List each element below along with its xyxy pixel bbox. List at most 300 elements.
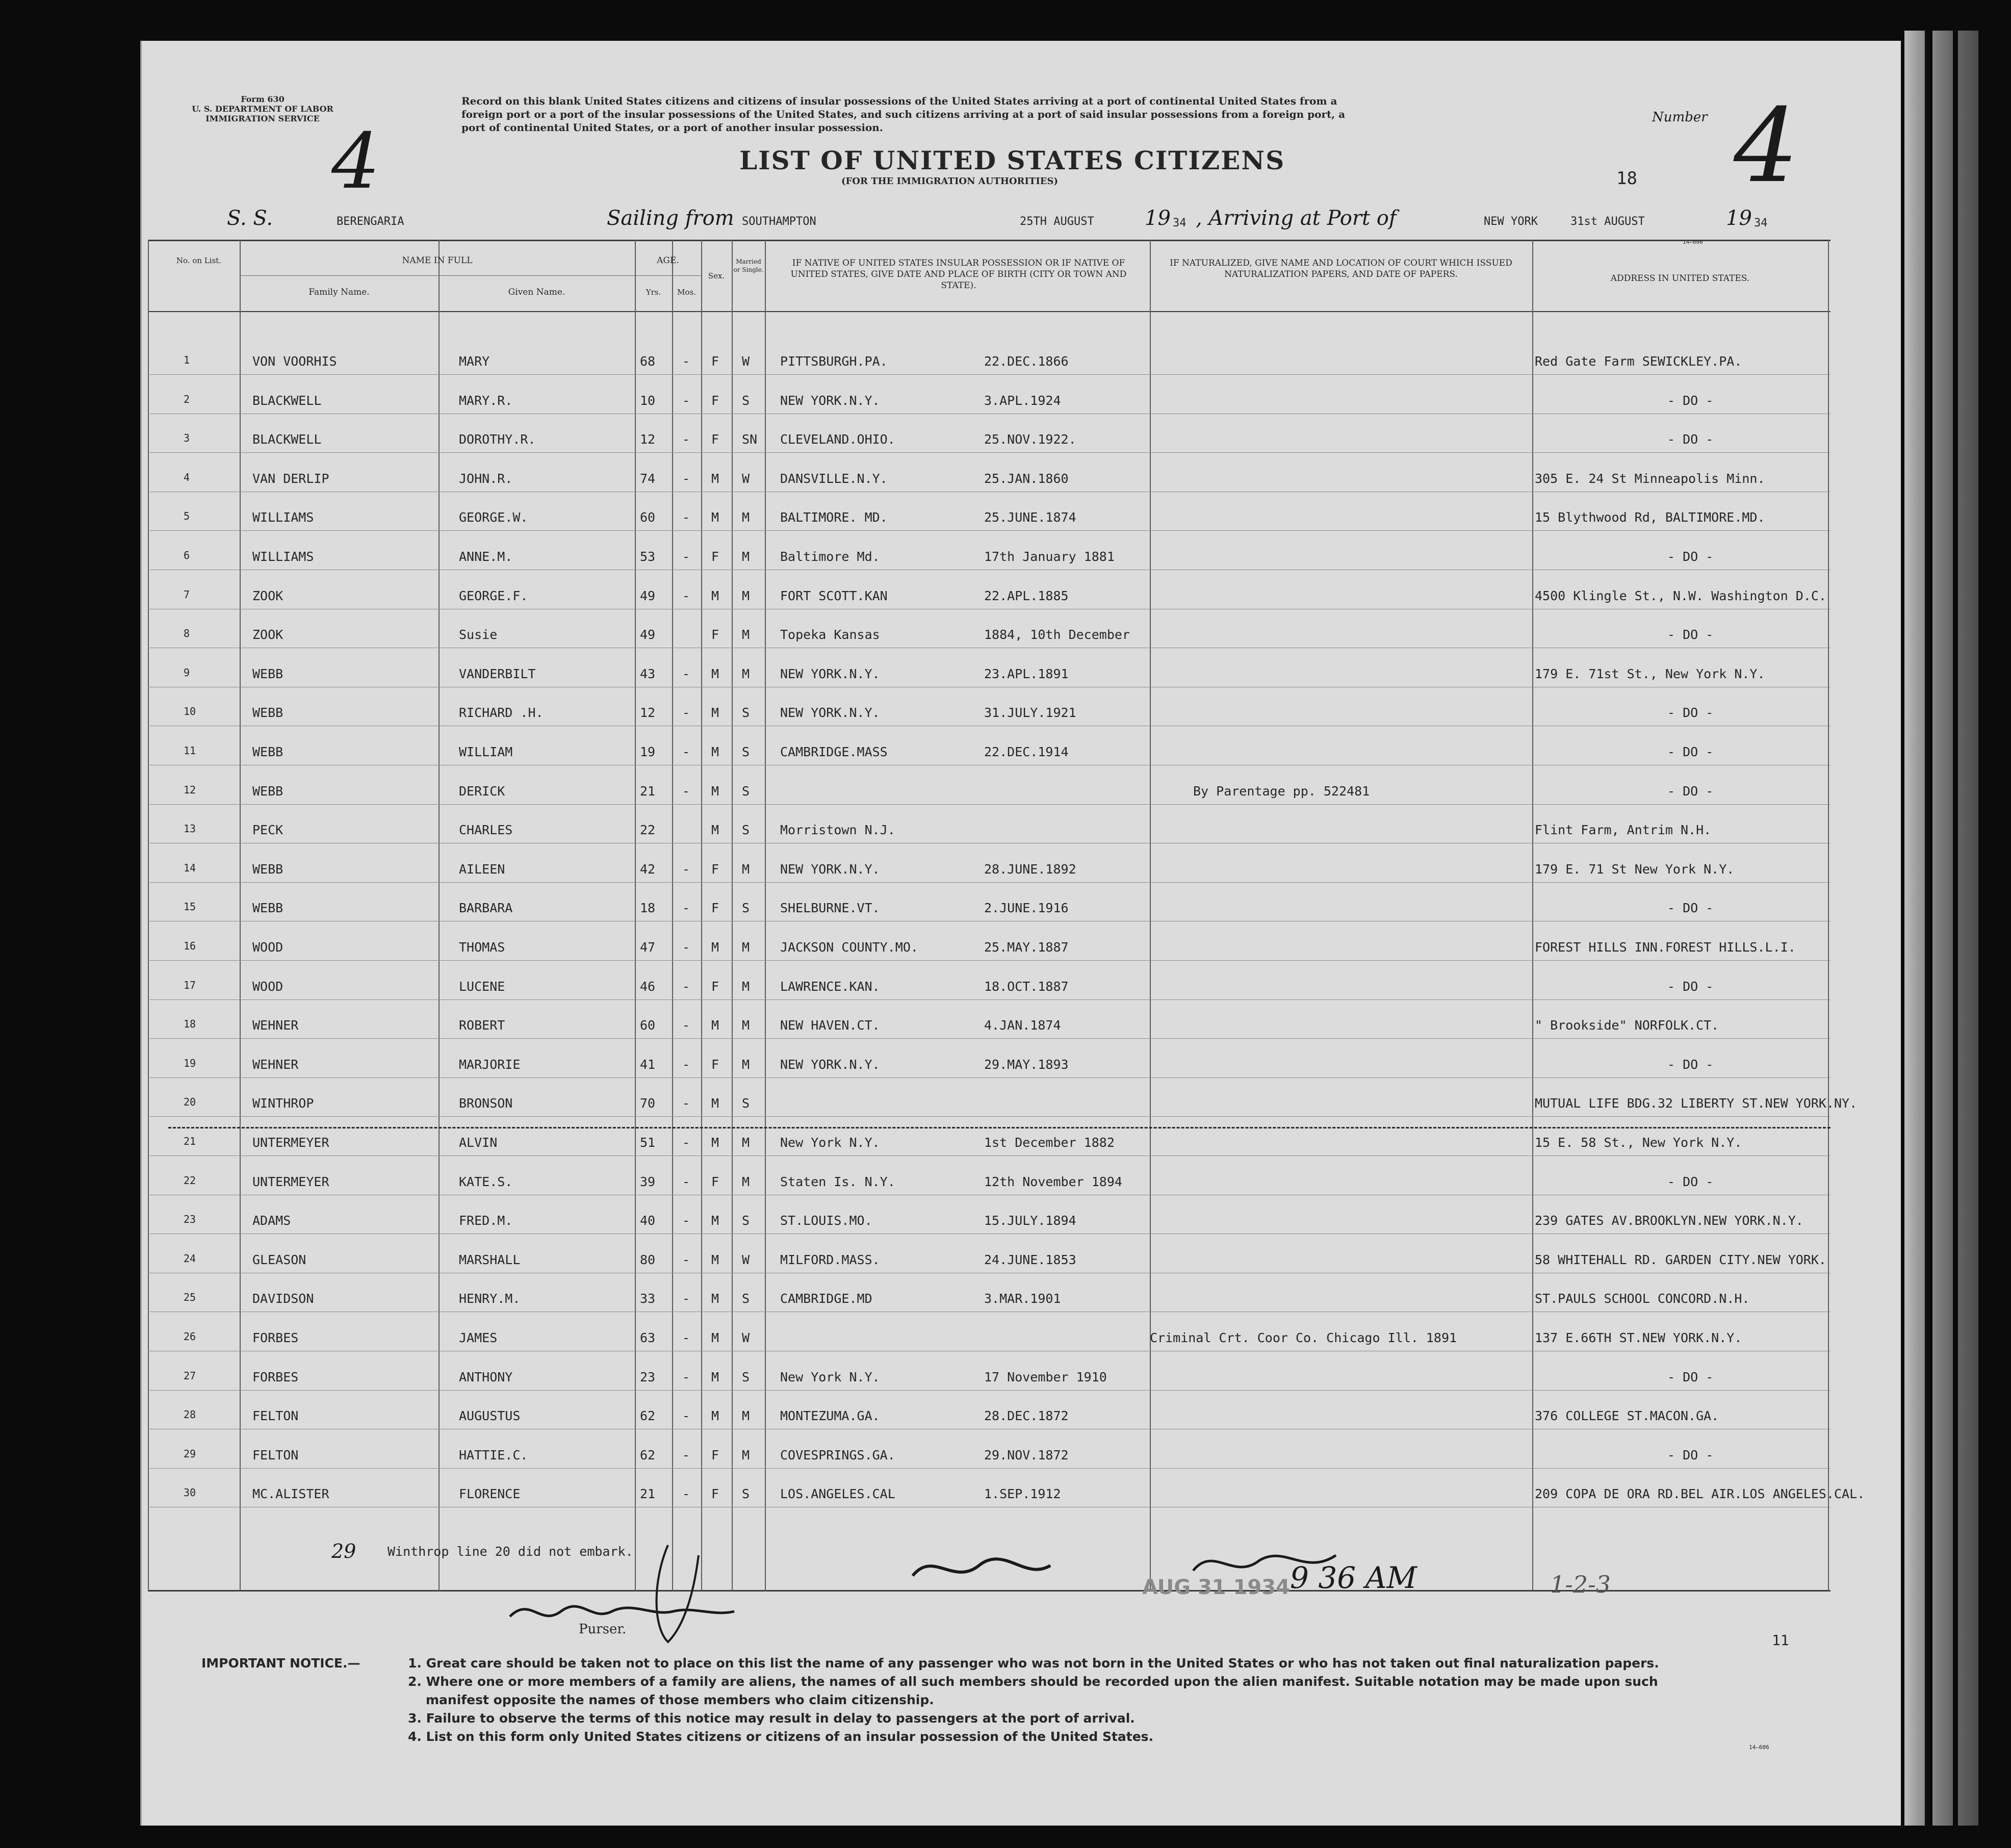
given-name: MARSHALL bbox=[459, 1252, 521, 1267]
table-row bbox=[0, 766, 2011, 805]
sex: F bbox=[711, 549, 719, 564]
row-number: 6 bbox=[184, 549, 190, 561]
row-rule bbox=[148, 1116, 1830, 1117]
row-number: 15 bbox=[184, 901, 196, 913]
birth-date: 25.NOV.1922. bbox=[984, 432, 1076, 447]
table-row bbox=[0, 532, 2011, 571]
age-years: 42 bbox=[640, 861, 656, 877]
given-name: MARY.R. bbox=[459, 393, 513, 408]
row-number: 20 bbox=[184, 1096, 196, 1109]
age-months: - bbox=[682, 1096, 690, 1111]
marital-status: S bbox=[742, 1291, 750, 1306]
age-years: 33 bbox=[640, 1291, 656, 1306]
notice-item-1: 1. Great care should be taken not to place on this list the name of any passenger who was not born in the United States or who has not taken out final naturalization papers. bbox=[408, 1656, 1659, 1671]
address: 15 E. 58 St., New York N.Y. bbox=[1535, 1135, 1742, 1150]
age-months: - bbox=[682, 1330, 690, 1345]
time-note: 9 36 AM bbox=[1290, 1560, 1417, 1595]
sailing-label: Sailing from bbox=[607, 207, 734, 230]
address: - DO - bbox=[1667, 745, 1714, 759]
marital-status: M bbox=[742, 861, 750, 877]
age-months: - bbox=[682, 1213, 690, 1228]
marital-status: S bbox=[742, 901, 750, 916]
family-name: WINTHROP bbox=[252, 1096, 314, 1111]
age-years: 10 bbox=[640, 393, 656, 408]
naturalization: By Parentage pp. 522481 bbox=[1193, 783, 1370, 799]
address: 15 Blythwood Rd, BALTIMORE.MD. bbox=[1535, 510, 1765, 525]
sex: F bbox=[711, 627, 719, 643]
family-name: MC.ALISTER bbox=[252, 1486, 329, 1502]
sex: F bbox=[711, 901, 719, 916]
row-number: 9 bbox=[184, 666, 190, 679]
family-name: WEBB bbox=[252, 666, 283, 681]
address: 376 COLLEGE ST.MACON.GA. bbox=[1535, 1408, 1719, 1424]
header-family-name: Family Name. bbox=[308, 287, 370, 297]
birth-place: SHELBURNE.VT. bbox=[780, 901, 880, 916]
header-naturalized: IF NATURALIZED, GIVE NAME AND LOCATION OF COURT WHICH ISSUED NATURALIZATION PAPERS, AND DATE OF PAPERS. bbox=[1170, 258, 1512, 279]
marital-status: S bbox=[742, 705, 750, 721]
purser-signature bbox=[500, 1535, 785, 1647]
birth-date: 18.OCT.1887 bbox=[984, 979, 1069, 994]
family-name: FELTON bbox=[252, 1408, 299, 1424]
marital-status: W bbox=[742, 354, 750, 369]
number-label: Number bbox=[1652, 110, 1708, 125]
form-number: Form 630 bbox=[241, 94, 285, 104]
birth-date: 22.DEC.1914 bbox=[984, 745, 1069, 759]
marital-status: M bbox=[742, 1447, 750, 1462]
given-name: HENRY.M. bbox=[459, 1291, 521, 1306]
birth-place: MILFORD.MASS. bbox=[780, 1252, 880, 1267]
row-rule bbox=[148, 1468, 1830, 1469]
given-name: AILEEN bbox=[459, 861, 505, 877]
table-row bbox=[0, 337, 2011, 375]
birth-date: 25.JUNE.1874 bbox=[984, 510, 1076, 525]
printer-code: 14—606 bbox=[1683, 239, 1703, 245]
given-name: DOROTHY.R. bbox=[459, 432, 536, 447]
intro-text: Record on this blank United States citizens and citizens of insular possessions of the United States arriving at a port of continental United States from a foreign port or a port of the insular possessions of the United States, and such citizens arriving at a port of said insular possessions from a foreign port, a port of continental United States, or a port of another insular possession. bbox=[461, 95, 1346, 134]
family-name: WEBB bbox=[252, 901, 283, 916]
sex: M bbox=[711, 940, 719, 955]
row-number: 28 bbox=[184, 1408, 196, 1421]
row-number: 10 bbox=[184, 705, 196, 718]
table-row bbox=[0, 415, 2011, 453]
marital-status: M bbox=[742, 549, 750, 564]
table-row bbox=[0, 1000, 2011, 1039]
age-years: 60 bbox=[640, 1018, 656, 1033]
age-months: - bbox=[682, 1408, 690, 1424]
age-years: 21 bbox=[640, 783, 656, 799]
family-name: FORBES bbox=[252, 1330, 299, 1345]
age-years: 21 bbox=[640, 1486, 656, 1502]
given-name: GEORGE.W. bbox=[459, 510, 528, 525]
ship-name: BERENGARIA bbox=[337, 215, 404, 228]
marital-status: S bbox=[742, 1486, 750, 1502]
age-years: 49 bbox=[640, 588, 656, 603]
age-years: 12 bbox=[640, 705, 656, 721]
row-number: 13 bbox=[184, 823, 196, 835]
form-subtitle: (FOR THE IMMIGRATION AUTHORITIES) bbox=[841, 176, 1058, 187]
binder-hole bbox=[41, 1505, 63, 1530]
arrival-year-prefix: 19 bbox=[1726, 207, 1752, 230]
birth-date: 29.NOV.1872 bbox=[984, 1447, 1069, 1462]
address: - DO - bbox=[1667, 549, 1714, 564]
birth-date: 3.APL.1924 bbox=[984, 393, 1061, 408]
sex: F bbox=[711, 1174, 719, 1189]
given-name: ANNE.M. bbox=[459, 549, 513, 564]
age-years: 63 bbox=[640, 1330, 656, 1345]
age-months: - bbox=[682, 1174, 690, 1189]
given-name: MARY bbox=[459, 354, 490, 369]
family-name: ZOOK bbox=[252, 627, 283, 643]
birth-place: Morristown N.J. bbox=[780, 823, 895, 838]
table-row bbox=[0, 454, 2011, 493]
age-years: 51 bbox=[640, 1135, 656, 1150]
birth-date: 22.APL.1885 bbox=[984, 588, 1069, 603]
strike-line-row-20 bbox=[168, 1127, 1830, 1128]
given-name: WILLIAM bbox=[459, 745, 513, 759]
sex: M bbox=[711, 1213, 719, 1228]
table-row bbox=[0, 727, 2011, 766]
form-id-block bbox=[186, 94, 339, 123]
sailing-port: SOUTHAMPTON bbox=[742, 215, 816, 228]
arriving-label: , Arriving at Port of bbox=[1196, 207, 1397, 230]
family-name: ADAMS bbox=[252, 1213, 291, 1228]
notice-item-3: 3. Failure to observe the terms of this notice may result in delay to passengers at the port of arrival. bbox=[408, 1711, 1135, 1726]
given-name: VANDERBILT bbox=[459, 666, 536, 681]
birth-place: NEW YORK.N.Y. bbox=[780, 1057, 880, 1072]
address: 58 WHITEHALL RD. GARDEN CITY.NEW YORK. bbox=[1535, 1252, 1826, 1267]
purser-label: Purser. bbox=[579, 1622, 627, 1637]
age-years: 18 bbox=[640, 901, 656, 916]
family-name: ZOOK bbox=[252, 588, 283, 603]
age-months: - bbox=[682, 432, 690, 447]
age-years: 53 bbox=[640, 549, 656, 564]
page-mark: 11 bbox=[1772, 1632, 1789, 1649]
marital-status: M bbox=[742, 1174, 750, 1189]
given-name: HATTIE.C. bbox=[459, 1447, 528, 1462]
birth-place: MONTEZUMA.GA. bbox=[780, 1408, 880, 1424]
table-row bbox=[0, 1079, 2011, 1117]
birth-date: 17 November 1910 bbox=[984, 1369, 1107, 1384]
family-name: WILLIAMS bbox=[252, 510, 314, 525]
given-name: CHARLES bbox=[459, 823, 513, 838]
sex: M bbox=[711, 1252, 719, 1267]
table-header-rule bbox=[148, 311, 1830, 312]
sex: F bbox=[711, 1447, 719, 1462]
birth-date: 15.JULY.1894 bbox=[984, 1213, 1076, 1228]
marital-status: M bbox=[742, 627, 750, 643]
address: 209 COPA DE ORA RD.BEL AIR.LOS ANGELES.CAL. bbox=[1535, 1486, 1865, 1502]
marital-status: M bbox=[742, 1018, 750, 1033]
row-number: 16 bbox=[184, 940, 196, 952]
list-number-hand: 4 bbox=[1734, 87, 1799, 206]
sailing-date: 25TH AUGUST bbox=[1020, 215, 1094, 228]
marital-status: W bbox=[742, 1252, 750, 1267]
family-name: WEHNER bbox=[252, 1057, 299, 1072]
marital-status: SN bbox=[742, 432, 758, 447]
row-number: 17 bbox=[184, 979, 196, 991]
marital-status: M bbox=[742, 666, 750, 681]
family-name: FORBES bbox=[252, 1369, 299, 1384]
family-name: GLEASON bbox=[252, 1252, 306, 1267]
header-sex: Sex. bbox=[708, 271, 725, 280]
table-row bbox=[0, 1235, 2011, 1274]
address: Flint Farm, Antrim N.H. bbox=[1535, 823, 1712, 838]
row-number: 11 bbox=[184, 745, 196, 757]
table-row bbox=[0, 1430, 2011, 1469]
age-months: - bbox=[682, 354, 690, 369]
birth-place: ST.LOUIS.MO. bbox=[780, 1213, 872, 1228]
sex: F bbox=[711, 432, 719, 447]
naturalization: Criminal Crt. Coor Co. Chicago Ill. 1891 bbox=[1150, 1330, 1457, 1345]
row-rule bbox=[148, 530, 1830, 531]
age-months: - bbox=[682, 393, 690, 408]
table-row bbox=[0, 1469, 2011, 1508]
age-years: 43 bbox=[640, 666, 656, 681]
row-rule bbox=[148, 960, 1830, 961]
address: - DO - bbox=[1667, 705, 1714, 721]
row-number: 18 bbox=[184, 1018, 196, 1031]
sex: M bbox=[711, 588, 719, 603]
notice-item-2-cont: manifest opposite the names of those members who claim citizenship. bbox=[426, 1692, 934, 1707]
row-rule bbox=[148, 452, 1830, 453]
birth-date: 1884, 10th December bbox=[984, 627, 1130, 643]
birth-place: CLEVELAND.OHIO. bbox=[780, 432, 895, 447]
sex: M bbox=[711, 783, 719, 799]
table-row bbox=[0, 688, 2011, 727]
arrival-year-suffix: 34 bbox=[1754, 217, 1768, 229]
birth-date: 22.DEC.1866 bbox=[984, 354, 1069, 369]
row-rule bbox=[148, 804, 1830, 805]
sex: F bbox=[711, 979, 719, 994]
bottom-code: 14—606 bbox=[1749, 1744, 1769, 1751]
birth-place: New York N.Y. bbox=[780, 1369, 880, 1384]
address: ST.PAULS SCHOOL CONCORD.N.H. bbox=[1535, 1291, 1750, 1306]
table-row bbox=[0, 805, 2011, 844]
family-name: PECK bbox=[252, 823, 283, 838]
table-row bbox=[0, 844, 2011, 883]
family-name: BLACKWELL bbox=[252, 393, 322, 408]
address: - DO - bbox=[1667, 1369, 1714, 1384]
address: MUTUAL LIFE BDG.32 LIBERTY ST.NEW YORK.NY. bbox=[1535, 1096, 1858, 1111]
age-months: - bbox=[682, 1369, 690, 1384]
given-name: ALVIN bbox=[459, 1135, 498, 1150]
row-number: 14 bbox=[184, 861, 196, 874]
given-name: AUGUSTUS bbox=[459, 1408, 521, 1424]
row-number: 22 bbox=[184, 1174, 196, 1187]
age-months: - bbox=[682, 1135, 690, 1150]
family-name: WEBB bbox=[252, 861, 283, 877]
address: FOREST HILLS INN.FOREST HILLS.L.I. bbox=[1535, 940, 1796, 955]
notice-item-4: 4. List on this form only United States citizens or citizens of an insular possession of the United States. bbox=[408, 1729, 1154, 1744]
marital-status: M bbox=[742, 588, 750, 603]
arrival-port: NEW YORK bbox=[1484, 215, 1538, 228]
row-number: 30 bbox=[184, 1486, 196, 1499]
age-years: 49 bbox=[640, 627, 656, 643]
given-name: KATE.S. bbox=[459, 1174, 513, 1189]
initials-note: 1-2-3 bbox=[1550, 1571, 1611, 1598]
row-number: 3 bbox=[184, 432, 190, 445]
age-years: 80 bbox=[640, 1252, 656, 1267]
birth-place: BALTIMORE. MD. bbox=[780, 510, 888, 525]
row-rule bbox=[148, 374, 1830, 375]
row-number: 24 bbox=[184, 1252, 196, 1265]
sex: M bbox=[711, 745, 719, 759]
birth-place: CAMBRIDGE.MASS bbox=[780, 745, 888, 759]
name-subheader-rule bbox=[240, 275, 635, 276]
age-months: - bbox=[682, 1057, 690, 1072]
age-months: - bbox=[682, 705, 690, 721]
age-years: 22 bbox=[640, 823, 656, 838]
header-address: ADDRESS IN UNITED STATES. bbox=[1610, 273, 1750, 284]
age-months: - bbox=[682, 940, 690, 955]
header-no-on-list: No. on List. bbox=[176, 256, 222, 265]
marital-status: M bbox=[742, 1135, 750, 1150]
age-months: - bbox=[682, 783, 690, 799]
address: " Brookside" NORFOLK.CT. bbox=[1535, 1018, 1719, 1033]
given-name: FLORENCE bbox=[459, 1486, 521, 1502]
address: - DO - bbox=[1667, 1174, 1714, 1189]
row-rule bbox=[148, 1390, 1830, 1391]
age-years: 19 bbox=[640, 745, 656, 759]
row-number: 21 bbox=[184, 1135, 196, 1147]
row-number: 5 bbox=[184, 510, 190, 523]
header-yrs: Yrs. bbox=[646, 288, 661, 297]
table-row bbox=[0, 1118, 2011, 1157]
given-name: DERICK bbox=[459, 783, 505, 799]
marital-status: S bbox=[742, 1213, 750, 1228]
sex: F bbox=[711, 861, 719, 877]
given-name: FRED.M. bbox=[459, 1213, 513, 1228]
binder-hole bbox=[41, 236, 63, 260]
marital-status: M bbox=[742, 510, 750, 525]
family-name: UNTERMEYER bbox=[252, 1135, 329, 1150]
birth-date: 17th January 1881 bbox=[984, 549, 1115, 564]
handwritten-number: 4 bbox=[331, 117, 380, 206]
age-years: 47 bbox=[640, 940, 656, 955]
address: Red Gate Farm SEWICKLEY.PA. bbox=[1535, 354, 1742, 369]
given-name: ANTHONY bbox=[459, 1369, 513, 1384]
family-name: DAVIDSON bbox=[252, 1291, 314, 1306]
birth-date: 1.SEP.1912 bbox=[984, 1486, 1061, 1502]
row-number: 26 bbox=[184, 1330, 196, 1343]
year-prefix: 19 bbox=[1145, 207, 1171, 230]
row-number: 29 bbox=[184, 1447, 196, 1460]
birth-place: PITTSBURGH.PA. bbox=[780, 354, 888, 369]
family-name: WOOD bbox=[252, 979, 283, 994]
age-months: - bbox=[682, 901, 690, 916]
age-months: - bbox=[682, 745, 690, 759]
inspector-signature bbox=[908, 1535, 1468, 1591]
birth-date: 24.JUNE.1853 bbox=[984, 1252, 1076, 1267]
sex: M bbox=[711, 1291, 719, 1306]
family-name: UNTERMEYER bbox=[252, 1174, 329, 1189]
birth-date: 28.DEC.1872 bbox=[984, 1408, 1069, 1424]
table-row bbox=[0, 922, 2011, 961]
birth-place: NEW HAVEN.CT. bbox=[780, 1018, 880, 1033]
birth-place: Baltimore Md. bbox=[780, 549, 880, 564]
birth-date: 31.JULY.1921 bbox=[984, 705, 1076, 721]
address: 4500 Klingle St., N.W. Washington D.C. bbox=[1535, 588, 1826, 603]
sex: M bbox=[711, 823, 719, 838]
age-subheader-rule bbox=[635, 275, 701, 276]
age-months: - bbox=[682, 1291, 690, 1306]
header-married-single: Married or Single. bbox=[733, 258, 764, 273]
birth-place: Staten Is. N.Y. bbox=[780, 1174, 895, 1189]
binder-hole bbox=[41, 1587, 63, 1611]
age-years: 40 bbox=[640, 1213, 656, 1228]
marital-status: M bbox=[742, 979, 750, 994]
sex: M bbox=[711, 705, 719, 721]
birth-date: 25.MAY.1887 bbox=[984, 940, 1069, 955]
row-rule bbox=[148, 1038, 1830, 1039]
table-row bbox=[0, 376, 2011, 415]
given-name: ROBERT bbox=[459, 1018, 505, 1033]
table-row bbox=[0, 883, 2011, 922]
form-title: LIST OF UNITED STATES CITIZENS bbox=[739, 145, 1285, 175]
age-months: - bbox=[682, 471, 690, 486]
birth-place: JACKSON COUNTY.MO. bbox=[780, 940, 918, 955]
family-name: VAN DERLIP bbox=[252, 471, 329, 486]
birth-date: 28.JUNE.1892 bbox=[984, 861, 1076, 877]
family-name: WEBB bbox=[252, 783, 283, 799]
address: - DO - bbox=[1667, 901, 1714, 916]
table-row bbox=[0, 571, 2011, 610]
given-name: BRONSON bbox=[459, 1096, 513, 1111]
row-rule bbox=[148, 999, 1830, 1000]
arrival-date: 31st AUGUST bbox=[1570, 215, 1645, 228]
header-given-name: Given Name. bbox=[508, 287, 565, 297]
birth-date: 2.JUNE.1916 bbox=[984, 901, 1069, 916]
table-row bbox=[0, 1352, 2011, 1391]
family-name: VON VOORHIS bbox=[252, 354, 337, 369]
age-months: - bbox=[682, 1447, 690, 1462]
family-name: BLACKWELL bbox=[252, 432, 322, 447]
sex: M bbox=[711, 1330, 719, 1345]
row-number: 1 bbox=[184, 354, 190, 366]
given-name: MARJORIE bbox=[459, 1057, 521, 1072]
address: 305 E. 24 St Minneapolis Minn. bbox=[1535, 471, 1765, 486]
marital-status: S bbox=[742, 783, 750, 799]
table-row bbox=[0, 1040, 2011, 1079]
table-row bbox=[0, 493, 2011, 531]
age-years: 62 bbox=[640, 1408, 656, 1424]
year-suffix: 34 bbox=[1173, 217, 1187, 229]
given-name: BARBARA bbox=[459, 901, 513, 916]
age-months: - bbox=[682, 1486, 690, 1502]
age-years: 62 bbox=[640, 1447, 656, 1462]
address: 239 GATES AV.BROOKLYN.NEW YORK.N.Y. bbox=[1535, 1213, 1803, 1228]
given-name: JOHN.R. bbox=[459, 471, 513, 486]
department: U. S. DEPARTMENT OF LABOR bbox=[192, 104, 333, 114]
table-row bbox=[0, 649, 2011, 688]
birth-place: New York N.Y. bbox=[780, 1135, 880, 1150]
table-row bbox=[0, 610, 2011, 649]
header-mos: Mos. bbox=[677, 288, 696, 297]
address: - DO - bbox=[1667, 432, 1714, 447]
sex: M bbox=[711, 510, 719, 525]
ss-label: S. S. bbox=[227, 207, 273, 230]
age-years: 74 bbox=[640, 471, 656, 486]
sex: F bbox=[711, 1486, 719, 1502]
birth-date: 23.APL.1891 bbox=[984, 666, 1069, 681]
birth-place: COVESPRINGS.GA. bbox=[780, 1447, 895, 1462]
address: 137 E.66TH ST.NEW YORK.N.Y. bbox=[1535, 1330, 1742, 1345]
birth-date: 25.JAN.1860 bbox=[984, 471, 1069, 486]
count-note: 29 bbox=[331, 1540, 356, 1562]
given-name: THOMAS bbox=[459, 940, 505, 955]
address: 179 E. 71 St New York N.Y. bbox=[1535, 861, 1735, 877]
given-name: LUCENE bbox=[459, 979, 505, 994]
